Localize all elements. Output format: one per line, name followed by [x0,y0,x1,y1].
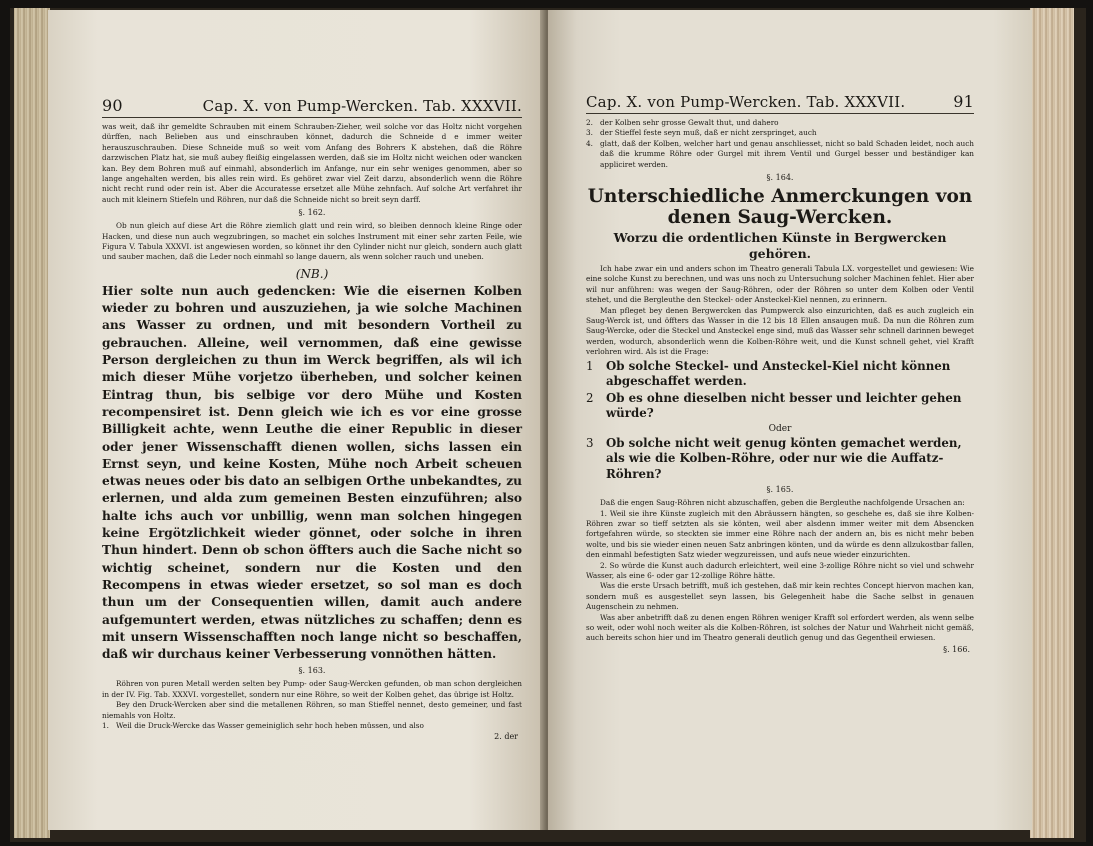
chapter-heading: Unterschiedliche Anmerckungen von denen Saug-Wercken. [587,186,973,229]
section-165: §. 165. [766,485,794,495]
oder-separator: Oder [768,423,792,434]
left-page [48,10,544,830]
nb-note: (NB.) [295,266,329,281]
chapter-subheading: Worzu die ordentlichen Künste in Bergwercken gehören. [613,230,947,262]
question-3-number: 3 [586,435,594,450]
question-1-number: 1 [586,358,594,373]
right-item-4-text: glatt, daß der Kolben, welcher hart und genau anschliesset, nicht so bald Schaden leidet, noch auch daß die krumme Röhre oder Gurgel mit ihrem Ventil und Gurgel besser und beständiger kan appliciret werden. [600,138,974,169]
question-2 [586,391,974,422]
right-page-number: 91 [953,92,974,111]
left-para-3: Röhren von puren Metall werden selten bey Pump- oder Saug-Wercken gefunden, ob man schon dergleichen in der IV. Fig. Tab. XXXVI. vorgestellet, sondern nur eine Röhre, so weit der Kolben gehet, das übrige ist Holtz. [102,679,522,699]
section-163: §. 163. [298,666,326,676]
left-running-header [102,96,522,118]
question-3-text: Ob solche nicht weit genug könten gemachet werden, als wie die Kolben-Röhre, oder nur wie die Auffatz-Röhren? [606,435,962,481]
right-item-3-text: der Stieffel feste seyn muß, daß er nicht zerspringet, auch [600,128,817,138]
left-item-1 [102,721,522,731]
right-page-edges [1030,8,1074,838]
right-catchword: §. 166. [943,644,970,654]
right-para-5: Was aber anbetrifft daß zu denen engen Röhren weniger Krafft sol erfordert werden, als wenn selbe so weit, oder wohl noch weiter als die Kolben-Röhren, ist solches der Natur und Wahrheit nicht gemäß, auch bereits schon hier und im Theatro generali deutlich genug und das Gegentheil erwiesen. [586,612,974,643]
right-running-header [586,92,974,114]
right-item-3 [586,128,974,138]
right-item-2 [586,118,974,128]
left-item-1-text: Weil die Druck-Wercke das Wasser gemeiniglich sehr hoch heben müssen, und also [116,721,424,731]
question-2-number: 2 [586,390,594,405]
left-large-paragraph: Hier solte nun auch gedencken: Wie die eisernen Kolben wieder zu bohren und auszuziehen, ja wie solche Machinen ans Wasser zu ordnen, und mit besondern Vortheil zu gebrauchen. Alleine, weil vernommen, daß eine gewisse Person dergleichen zu thun im Werck begriffen, als wil ich mich dieser Mühe vorjetzo überheben, und solcher keinen Eintrag thun, bis selbige vor dero Mühe und Kosten recompensiret ist. Denn gleich wie ich es vor eine grosse Billigkeit achte, wenn Leuthe die einer Republic in dieser oder jener Wissenschafft dienen wollen, sichs lassen ein Ernst seyn, und keine Kosten, Mühe noch Arbeit scheuen etwas neues oder bis dato an selbigen Orthe unbekandtes, zu erlernen, und alda zum gemeinen Besten einzuführen; also halte ichs auch vor unbillig, wenn man solchen hingegen keine Ergötzlichkeit wieder gönnet, oder solche in ihren Thun hindert. Denn ob schon öffters auch die Sache nicht so wichtig scheinet, sondern nur die Kosten und den Recompens in etwas wieder ersetzet, so sol man es doch thun um der Consequentien willen, damit auch andere aufgemuntert werden, etwas nützliches zu schaffen; denn es mit unsern Wissenschafften noch lange nicht so beschaffen, daß wir durchaus keiner Verbesserung vonnöthen hätten. [102,283,522,662]
right-item-1-reason: 1. Weil sie ihre Künste zugleich mit den Abräussern hängten, so geschehe es, daß sie ihre Kolben-Röhren zwar so tieff setzten als sie könten, weil aber alsdenn immer weiter mit dem Absencken fortgefahren würde, so steckten sie immer eine Röhre nach der andern an, bis es nicht mehr beben wolte, und bis sie wieder einen neuen Satz anbringen könten, und da würde es denn allzukostbar fallen, den einmahl befestigten Satz wieder wegzureissen, und aufs neue wieder einzurichten. [586,508,974,560]
question-2-text: Ob es ohne dieselben nicht besser und leichter gehen würde? [606,390,962,421]
question-3 [586,436,974,483]
right-item-4-number: 4. [586,138,593,148]
left-para-2: Ob nun gleich auf diese Art die Röhre ziemlich glatt und rein wird, so bleiben dennoch kleine Ringe oder Hacken, und diese nun auch wegzubringen, so machet ein solches Instrument mit einer sehr zarten Feile, wie Figura V. Tabula XXXVI. ist angewiesen worden, so könnet ihr den Cylinder nicht nur gleich, sondern auch glatt und sauber machen, daß die Leder noch einmahl so lange dauern, als wenn solcher rauch und uneben. [102,221,522,262]
right-item-2-reason: 2. So würde die Kunst auch dadurch erleichtert, weil eine 3-zollige Röhre nicht so viel und schwehr Wasser, als eine 6- oder gar 12-zollige Röhre hätte. [586,560,974,581]
left-item-1-number: 1. [102,721,109,731]
right-item-2-text: der Kolben sehr grosse Gewalt thut, und dahero [600,118,779,127]
left-para-1: was weit, daß ihr gemeldte Schrauben mit einem Schrauben-Zieher, weil solche vor das Holtz nicht vorgehen dürffen, nach Belieben aus und einschrauben könnet, dadurch die Schneide d e immer weiter herauszuschrauben. Diese Schneide muß so weit vom Anfang des Bohrers K abstehen, daß die Röhre darzwischen Platz hat, sie muß aubey fleißig eingelassen werden, daß sie im Holtz nicht weichen oder wancken kan. Bey dem Bohren muß auf einmahl, absonderlich im Anfange, nur ein sehr weniges genommen, aber so lange angehalten werden, bis alles rein wird. Es gehöret zwar viel Zeit darzu, absonderlich wenn die Röhre nicht recht rund oder rein ist. Aber die Accuratesse ersetzet alle Mühe zehnfach. Auf solche Art verfahret ihr auch mit kleinern Stiefeln und Röhren, nur daß die Schneide nicht so breit seyn darff. [102,122,522,204]
right-page [548,10,1032,830]
right-para-3: Daß die engen Saug-Röhren nicht abzuschaffen, geben die Bergleuthe nachfolgende Ursachen an: [600,498,965,508]
right-para-1: Ich habe zwar ein und anders schon im Theatro generali Tabula LX. vorgestellet und gewiesen: Wie eine solche Kunst zu berechnen, und was uns noch zu Untersuchung solcher Machinen fehlet. Hier aber wil nur anführen: was wegen der Saug-Röhren, oder der Röhren so unter dem Kolben oder Ventil stehet, und die Bergleuthe den Steckel- oder Ansteckel-Kiel nennen, zu erinnern. [586,264,974,305]
right-item-3-number: 3. [586,128,593,138]
left-running-head: Cap. X. von Pump-Wercken. Tab. XXXVII. [202,97,522,115]
left-page-edges [14,8,50,838]
right-running-head: Cap. X. von Pump-Wercken. Tab. XXXVII. [586,93,906,111]
right-para-2: Man pfleget bey denen Bergwercken das Pumpwerck also einzurichten, daß es auch zugleich ein Saug-Werck ist, und öffters das Wasser in die 12 bis 18 Ellen ansaugen muß. Da nun die Röhren zum Saug-Wercke, oder die Steckel und Ansteckel enge sind, muß das Wasser sehr schnell darinnen beweget werden, wodurch, absonderlich wenn die Kolben-Röhre weit, und die Kunst schnell gehet, viel Krafft verlohren wird. Als ist die Frage: [586,305,974,357]
right-para-4: Was die erste Ursach betrifft, muß ich gestehen, daß mir kein rechtes Concept hiervon machen kan, sondern muß es ausgestellet seyn lassen, bis Gelegenheit habe die Sache selbst in genauen Augenschein zu nehmen. [586,581,974,612]
left-catchword: 2. der [494,732,518,742]
left-page-number: 90 [102,96,123,115]
left-para-4: Bey den Druck-Wercken aber sind die metallenen Röhren, so man Stieffel nennet, desto gemeiner, und fast niemahls von Holtz. [102,700,522,720]
question-1-text: Ob solche Steckel- und Ansteckel-Kiel nicht können abgeschaffet werden. [606,358,951,389]
section-164: §. 164. [766,173,794,183]
right-item-2-number: 2. [586,118,593,127]
right-item-4 [586,139,974,170]
section-162: §. 162. [298,208,326,218]
question-1 [586,359,974,390]
